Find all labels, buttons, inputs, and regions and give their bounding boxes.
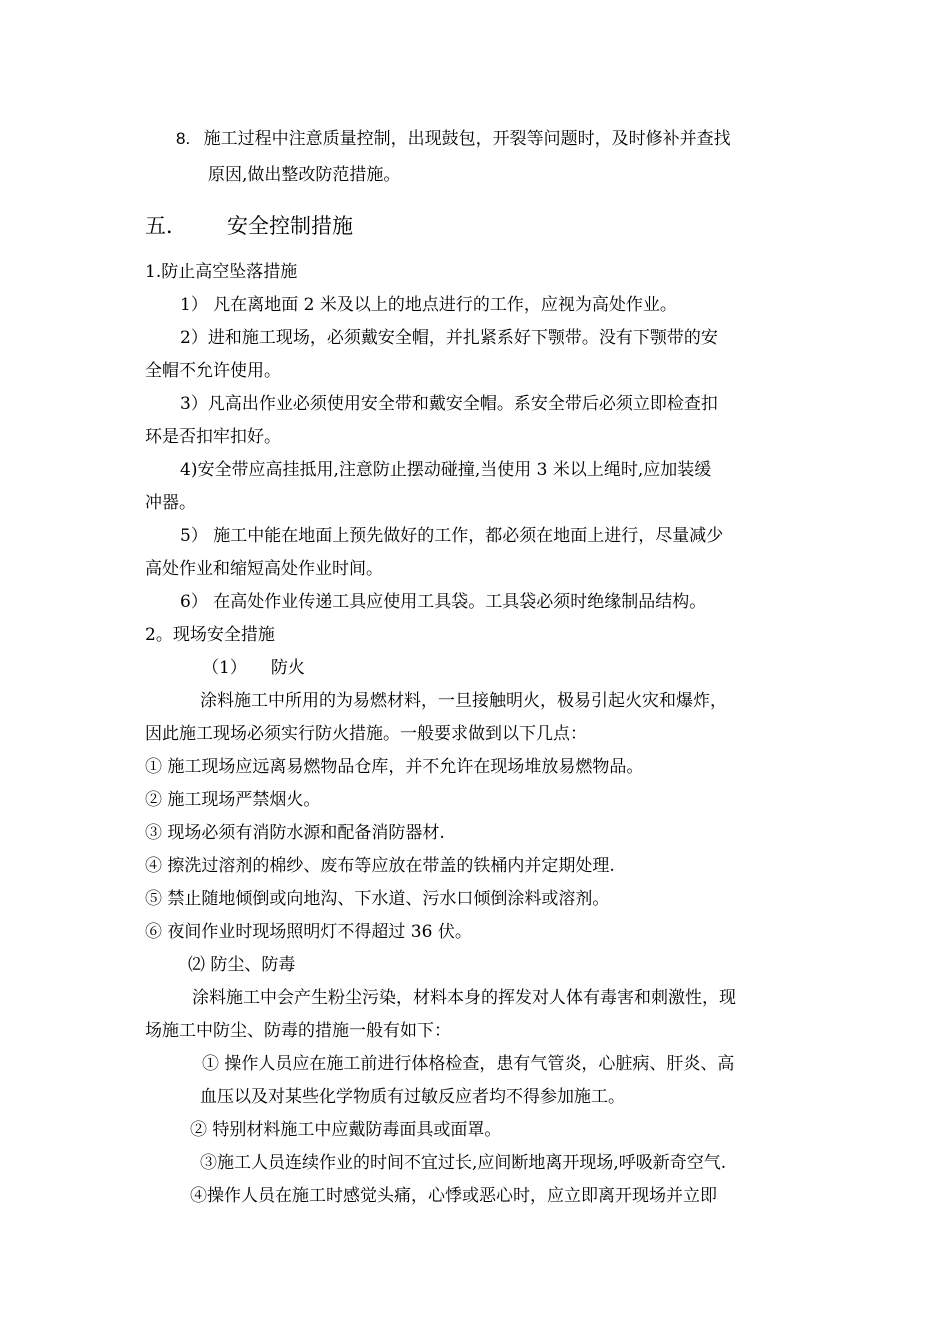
- sub1-p5-line2: 高处作业和缩短高处作业时间。: [145, 559, 383, 579]
- sub1-p3-line1: 3）凡高出作业必须使用安全带和戴安全帽。系安全带后必须立即检查扣: [180, 394, 718, 414]
- dust-intro-line2: 场施工中防尘、防毒的措施一般有如下：: [145, 1021, 451, 1041]
- section-5-heading: [145, 212, 353, 240]
- item-8-line1: [176, 128, 731, 150]
- sub1-title: 1.防止高空坠落措施: [145, 262, 298, 282]
- fire-heading: [202, 657, 305, 679]
- dust-item-1-line2: 血压以及对某些化学物质有过敏反应者均不得参加施工。: [200, 1087, 625, 1107]
- item-8-number: 8.: [176, 129, 191, 148]
- sub2-title: 2。现场安全措施: [145, 625, 275, 645]
- fire-item-2: ② 施工现场严禁烟火。: [145, 790, 321, 810]
- section-5-number: 五．: [145, 214, 187, 238]
- dust-item-1-line1: ① 操作人员应在施工前进行体格检查，患有气管炎，心脏病、肝炎、高: [202, 1054, 735, 1074]
- fire-title: 防火: [270, 658, 305, 678]
- sub1-p1: 1） 凡在离地面 2 米及以上的地点进行的工作，应视为高处作业。: [180, 295, 677, 315]
- sub1-p4-line2: 冲器。: [145, 493, 196, 513]
- dust-intro-line1: 涂料施工中会产生粉尘污染，材料本身的挥发对人体有毒害和刺激性，现: [192, 988, 736, 1008]
- dust-item-4: ④操作人员在施工时感觉头痛，心悸或恶心时，应立即离开现场并立即: [190, 1186, 717, 1206]
- dust-item-3: ③施工人员连续作业的时间不宜过长,应间断地离开现场,呼吸新奇空气.: [200, 1153, 727, 1173]
- sub1-p5-line1: 5） 施工中能在地面上预先做好的工作，都必须在地面上进行，尽量减少: [180, 526, 724, 546]
- dust-heading: ⑵ 防尘、防毒: [188, 955, 296, 975]
- dust-item-2: ② 特别材料施工中应戴防毒面具或面罩。: [190, 1120, 502, 1140]
- fire-item-3: ③ 现场必须有消防水源和配备消防器材.: [145, 823, 445, 843]
- sub1-p2-line2: 全帽不允许使用。: [145, 361, 281, 381]
- fire-item-4: ④ 擦洗过溶剂的棉纱、废布等应放在带盖的铁桶内并定期处理.: [145, 856, 615, 876]
- sub1-p2-line1: 2）进和施工现场，必须戴安全帽，并扎紧系好下颚带。没有下颚带的安: [180, 328, 718, 348]
- sub1-p6: 6） 在高处作业传递工具应使用工具袋。工具袋必须时绝缘制品结构。: [180, 592, 707, 612]
- fire-item-1: ① 施工现场应远离易燃物品仓库，并不允许在现场堆放易燃物品。: [145, 757, 644, 777]
- fire-number: （1）: [202, 658, 247, 678]
- fire-intro-line2: 因此施工现场必须实行防火措施。一般要求做到以下几点：: [145, 724, 587, 744]
- fire-intro-line1: 涂料施工中所用的为易燃材料，一旦接触明火，极易引起火灾和爆炸，: [200, 691, 727, 711]
- item-8-line2: 原因,做出整改防范措施。: [208, 165, 401, 185]
- section-5-title: 安全控制措施: [227, 214, 353, 238]
- fire-item-6: ⑥ 夜间作业时现场照明灯不得超过 36 伏。: [145, 922, 472, 942]
- sub1-p3-line2: 环是否扣牢扣好。: [145, 427, 281, 447]
- sub1-p4-line1: 4)安全带应高挂抵用,注意防止摆动碰撞,当使用 3 米以上绳时,应加装缓: [180, 460, 712, 480]
- fire-item-5: ⑤ 禁止随地倾倒或向地沟、下水道、污水口倾倒涂料或溶剂。: [145, 889, 610, 909]
- item-8-text: 施工过程中注意质量控制，出现鼓包，开裂等问题时，及时修补并查找: [203, 129, 731, 149]
